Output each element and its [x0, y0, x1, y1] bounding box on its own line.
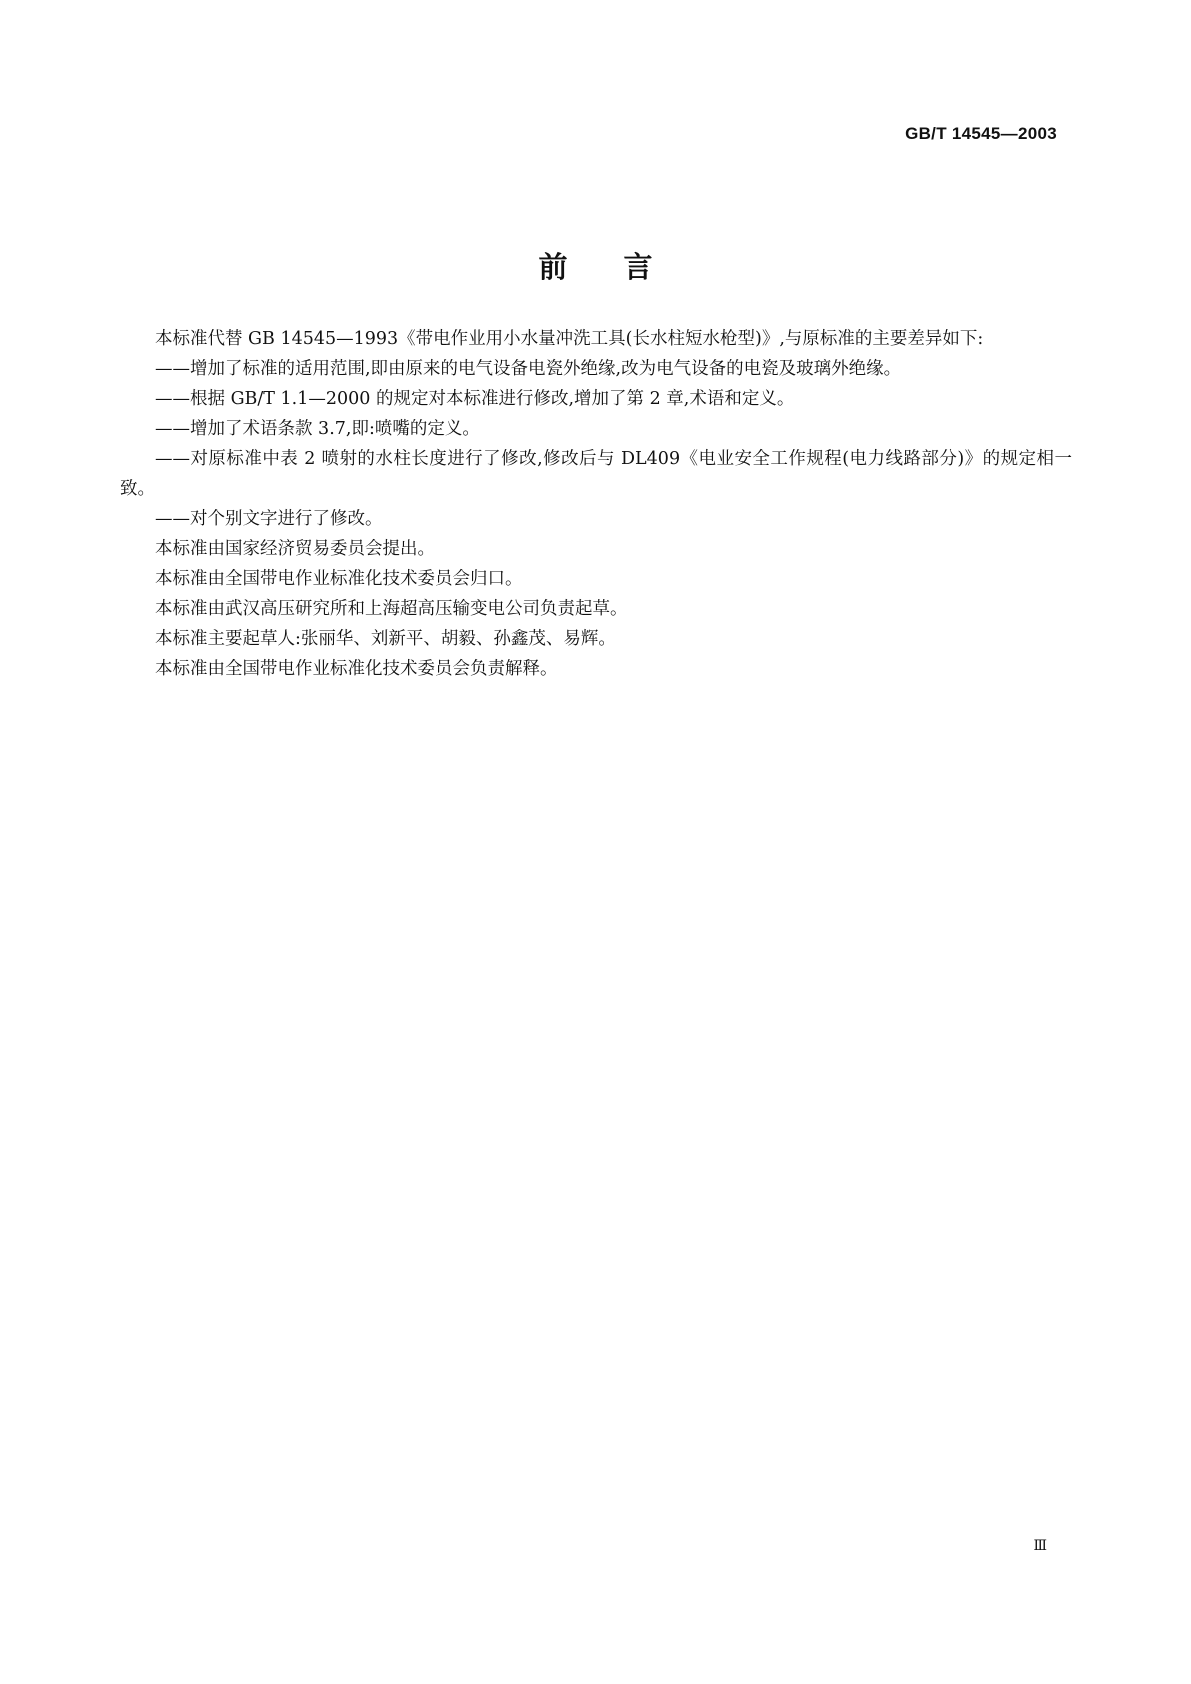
paragraph-proposer: 本标准由国家经济贸易委员会提出。 — [155, 539, 435, 559]
paragraph-interpretation: 本标准由全国带电作业标准化技术委员会负责解释。 — [155, 659, 558, 679]
paragraph-change-text: ——对个别文字进行了修改。 — [155, 509, 383, 529]
standard-code: GB/T 14545—2003 — [905, 124, 1057, 143]
paragraph-change-table: ——对原标准中表 2 喷射的水柱长度进行了修改,修改后与 DL409《电业安全工作规程(电力线路部分)》的规定相一致。 — [120, 449, 1072, 499]
paragraph-centralizer: 本标准由全国带电作业标准化技术委员会归口。 — [155, 569, 523, 589]
paragraph-intro: 本标准代替 GB 14545—1993《带电作业用小水量冲洗工具(长水柱短水枪型)》,与原标准的主要差异如下: — [155, 329, 984, 349]
paragraph-drafting-units: 本标准由武汉高压研究所和上海超高压输变电公司负责起草。 — [155, 599, 628, 619]
paragraph-change-term: ——增加了术语条款 3.7,即:喷嘴的定义。 — [155, 419, 480, 439]
paragraph-change-scope: ——增加了标准的适用范围,即由原来的电气设备电瓷外绝缘,改为电气设备的电瓷及玻璃外绝缘。 — [155, 359, 902, 379]
paragraph-drafters: 本标准主要起草人:张丽华、刘新平、胡毅、孙鑫茂、易辉。 — [155, 629, 616, 649]
page-number: Ⅲ — [1033, 1538, 1047, 1554]
foreword-body — [120, 324, 1072, 684]
page-title: 前言 — [538, 250, 709, 285]
paragraph-change-format: ——根据 GB/T 1.1—2000 的规定对本标准进行修改,增加了第 2 章,术语和定义。 — [155, 389, 795, 409]
